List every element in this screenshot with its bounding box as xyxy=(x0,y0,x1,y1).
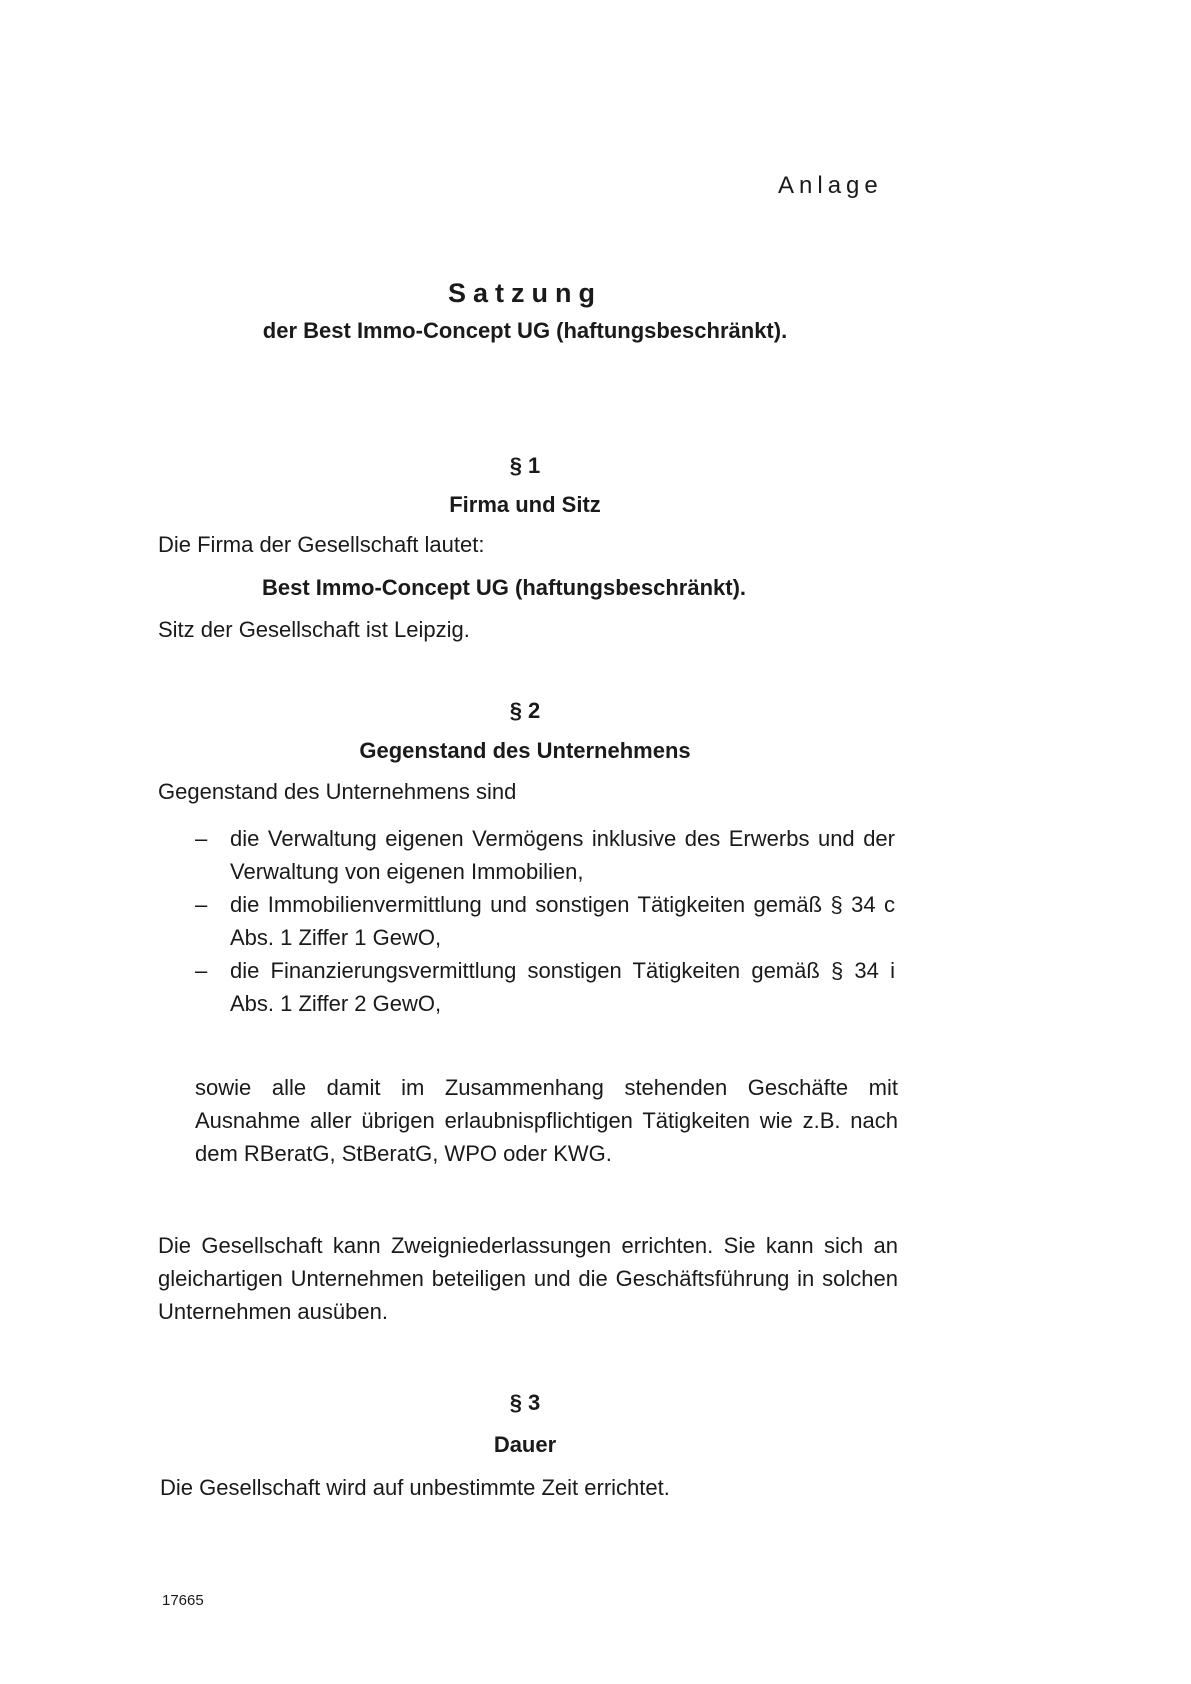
section-2-intro: Gegenstand des Unternehmens sind xyxy=(158,779,517,804)
section-1-seat: Sitz der Gesellschaft ist Leipzig. xyxy=(158,617,470,642)
list-item: – die Finanzierungsvermittlung sonstigen Tätigkeiten gemäß § 34 i Abs. 1 Ziffer 2 GewO, xyxy=(195,954,895,1020)
section-1-heading: Firma und Sitz xyxy=(449,492,601,517)
list-item: – die Verwaltung eigenen Vermögens inklusive des Erwerbs und der Verwaltung von eigenen Immobilien, xyxy=(195,822,895,888)
section-1-intro: Die Firma der Gesellschaft lautet: xyxy=(158,532,485,557)
section-2-branches: Die Gesellschaft kann Zweigniederlassungen errichten. Sie kann sich an gleichartigen Unternehmen beteiligen und die Geschäftsführung in solchen Unternehmen ausüben. xyxy=(158,1233,898,1324)
document-subtitle: der Best Immo-Concept UG (haftungsbeschränkt). xyxy=(262,318,788,343)
section-2-number: § 2 xyxy=(509,698,541,723)
company-name: Best Immo-Concept UG (haftungsbeschränkt). xyxy=(262,575,747,600)
section-3-number: § 3 xyxy=(509,1390,541,1415)
section-2-closing: sowie alle damit im Zusammenhang stehenden Geschäfte mit Ausnahme aller übrigen erlaubnispflichtigen Tätigkeiten wie z.B. nach dem RBeratG, StBeratG, WPO oder KWG. xyxy=(195,1075,898,1166)
footer-code: 17665 xyxy=(162,1592,204,1609)
list-item: – die Immobilienvermittlung und sonstigen Tätigkeiten gemäß § 34 c Abs. 1 Ziffer 1 GewO, xyxy=(195,888,895,954)
section-2-heading: Gegenstand des Unternehmens xyxy=(359,738,691,763)
section-1-number: § 1 xyxy=(509,453,541,478)
section-3-heading: Dauer xyxy=(493,1432,557,1457)
document-title: Satzung xyxy=(448,278,602,308)
section-3-text: Die Gesellschaft wird auf unbestimmte Zeit errichtet. xyxy=(160,1475,670,1500)
purpose-list xyxy=(195,822,895,1020)
annex-label: Anlage xyxy=(778,172,883,199)
